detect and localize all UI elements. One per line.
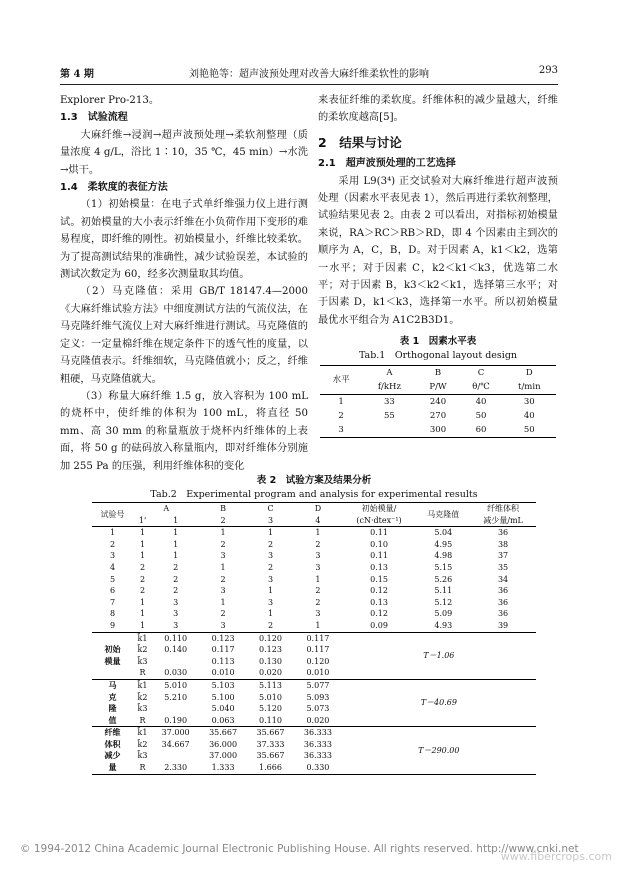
table-cell: 3 — [173, 597, 179, 607]
table-cell: 3 — [315, 551, 321, 561]
table-header: B — [220, 504, 227, 513]
table-header: 水平 — [332, 375, 350, 386]
paragraph: Explorer Pro-213。 — [60, 95, 160, 106]
table-cell: 1 — [139, 620, 146, 630]
table-cell: 3 — [267, 574, 274, 584]
table-cell: 3 — [173, 620, 179, 630]
table-cell: 1 — [173, 539, 179, 549]
table-cell: 35.667 — [209, 728, 238, 738]
table-cell: 60 — [475, 425, 487, 436]
total-value: T＝40.69 — [420, 698, 457, 708]
table-cell: 35 — [497, 562, 509, 572]
table1-body — [320, 395, 556, 438]
table2-caption-en: Tab.2 Experimental program and analysis for experimental results — [150, 489, 478, 500]
table-cell: k̄1 — [137, 633, 148, 643]
table-cell: 5.04 — [434, 528, 453, 538]
group-label: 纤维 体积 减少 量 — [104, 728, 121, 773]
table-cell: k̄2 — [137, 692, 148, 702]
table-cell: 5.040 — [211, 704, 235, 714]
table-cell: 2 — [338, 411, 344, 422]
table-cell: 1.333 — [211, 763, 235, 773]
table-cell: 36 — [497, 528, 509, 538]
table-cell: 2 — [139, 562, 146, 572]
table-cell: 3 — [220, 620, 226, 630]
table-cell: 0.190 — [164, 715, 188, 725]
table-cell: 0.123 — [259, 645, 282, 655]
table-header: A — [163, 504, 170, 513]
factor-level-table — [320, 365, 556, 438]
table-row — [92, 562, 536, 574]
table-row — [92, 620, 536, 632]
table-cell: 2 — [267, 539, 274, 549]
table-cell: 36.333 — [303, 739, 332, 749]
table2-body — [92, 527, 536, 774]
watermark: www.fibercrops.com — [500, 850, 612, 863]
table-cell: k̄2 — [137, 739, 148, 749]
table-cell: 2 — [139, 574, 146, 584]
total-value: T＝1.06 — [423, 650, 455, 660]
table-cell: 1.666 — [259, 763, 282, 773]
table-cell: 1 — [220, 562, 226, 572]
table-cell: 9 — [110, 620, 116, 630]
table-header: A — [386, 368, 393, 379]
table-header: 4 — [315, 515, 321, 525]
table2-block — [92, 474, 536, 775]
table-row — [92, 679, 536, 691]
table-cell: 1 — [315, 528, 321, 538]
header-rule — [60, 84, 558, 85]
table-cell: 1 — [267, 586, 274, 596]
table-row — [92, 527, 536, 539]
table-row — [92, 632, 536, 644]
table-cell: 240 — [429, 397, 447, 408]
table-header: 初始模量/ — [361, 504, 397, 513]
table-cell: 2 — [315, 597, 321, 607]
table-header: 1 — [173, 515, 179, 525]
table-header: (cN·dtex⁻¹) — [356, 515, 402, 525]
table-cell: 35.667 — [256, 728, 285, 738]
table-cell — [152, 703, 199, 715]
table-cell: 5.11 — [434, 586, 453, 596]
table-cell: 37.000 — [209, 751, 238, 761]
table-cell: 34 — [497, 574, 509, 584]
paragraph: （2）马克隆值：采用 GB/T 18147.4—2000《大麻纤维试验方法》中细度测试方法的气流仪法，在马克隆纤维气流仪上对大麻纤维进行测试。马克隆值的定义：一定量棉纤维在规定条件下的透气性的度量，以马克隆值表示。纤维细软，马克隆值就小；反之，纤维粗硬，马克隆值就大。 — [60, 286, 308, 385]
table-cell: 3 — [315, 609, 321, 619]
table-header: P/W — [429, 382, 447, 393]
table-cell: 5.073 — [306, 704, 330, 714]
table-cell: 0.117 — [306, 633, 330, 643]
table-row — [92, 574, 536, 586]
copyright-footer: © 1994-2012 China Academic Journal Electronic Publishing House. All rights reserved. http://www.cnki.net — [20, 843, 579, 855]
table-cell: 0.140 — [164, 645, 188, 655]
table-cell: 0.020 — [259, 668, 282, 678]
table-header: 2 — [220, 515, 226, 525]
table-cell: 1 — [220, 597, 226, 607]
table-cell: 36.000 — [209, 739, 238, 749]
table-cell: 0.11 — [370, 528, 388, 538]
page-number: 293 — [538, 65, 558, 76]
table-cell: 2 — [220, 609, 226, 619]
section-heading-2-1: 2.1 超声波预处理的工艺选择 — [318, 158, 456, 170]
table-cell: 5.12 — [434, 597, 453, 607]
table-cell: 4.95 — [434, 539, 453, 549]
group-label: 马 克 隆 值 — [108, 680, 117, 725]
table-cell: 40 — [523, 411, 535, 422]
table-cell — [362, 423, 416, 438]
running-header — [60, 63, 558, 81]
table-cell: 0.113 — [211, 656, 235, 666]
table-cell: 1 — [139, 597, 146, 607]
table-row — [320, 409, 556, 423]
table-header: D — [314, 504, 322, 513]
table-cell: 1 — [139, 551, 146, 561]
table-cell: k̄3 — [137, 656, 148, 666]
table-cell: 7 — [110, 597, 116, 607]
table-cell: 34.667 — [161, 739, 190, 749]
table-cell — [152, 656, 199, 668]
table-row — [320, 395, 556, 410]
table-cell: k̄1 — [137, 680, 148, 690]
table-cell: 2 — [220, 539, 226, 549]
table-cell: 0.11 — [370, 551, 388, 561]
table-cell: 2 — [220, 574, 226, 584]
table-cell: 3 — [267, 551, 274, 561]
table-row — [320, 423, 556, 438]
total-value: T＝290.00 — [418, 745, 460, 755]
table-cell: 3 — [315, 562, 321, 572]
paragraph: （1）初始模量：在电子式单纤维强力仪上进行测试。初始模量的大小表示纤维在小负荷作用下变形的难易程度，即纤维的刚性。初始模量小，纤维比较柔软。为了提高测试结果的准确性，减少试验误差，本试验的测试次数定为 60，经多次测量取其均值。 — [60, 199, 308, 281]
section-heading-2: 2 结果与讨论 — [318, 134, 402, 150]
section-heading-1-4: 1.4 柔软度的表征方法 — [60, 182, 168, 194]
table-row — [92, 550, 536, 562]
table-header: B — [434, 368, 442, 379]
table-cell: 1 — [173, 551, 179, 561]
paragraph: 大麻纤维→浸润→超声波预处理→柔软剂整理（质量浓度 4 g/L，浴比 1∶10，35 ℃，45 min）→水洗→烘干。 — [60, 129, 308, 176]
table-cell: 3 — [220, 586, 226, 596]
table-cell: 0.13 — [370, 562, 388, 572]
table-cell: 5.120 — [259, 704, 282, 714]
table-cell: 0.010 — [306, 668, 330, 678]
table-cell: 300 — [429, 425, 447, 436]
paragraph: （3）称量大麻纤维 1.5 g，放入容积为 100 mL 的烧杯中，使纤维的体积为 100 mL，将直径 50 mm、高 30 mm 的称量瓶放于烧杯内纤维体的上表面，将 50 g 的砝码放入称量瓶内，即对纤维体分别施加 255 Pa 的压强，利用纤维体积的变化 — [60, 390, 308, 472]
paragraph: 来表征纤维的柔软度。纤维体积的减少量越大，纤维的柔软度越高[5]。 — [318, 95, 558, 124]
table-cell: 5.210 — [164, 692, 188, 702]
table-header: t/min — [518, 382, 541, 393]
issue-number: 第 4 期 — [60, 69, 94, 80]
table-cell: k̄3 — [137, 751, 148, 761]
table-cell: 36.333 — [303, 728, 332, 738]
table-cell: 1 — [220, 528, 226, 538]
table-cell: 0.020 — [306, 715, 330, 725]
table-cell: R — [139, 763, 146, 773]
table-cell: 1 — [139, 539, 146, 549]
table-cell: 0.117 — [211, 645, 235, 655]
table-cell: 1 — [139, 528, 146, 538]
table-cell: 1 — [315, 574, 321, 584]
table-header: C — [477, 368, 485, 379]
table-header: f/kHz — [377, 382, 401, 393]
table-cell: 2 — [173, 574, 179, 584]
table-cell: 0.15 — [370, 574, 388, 584]
table-cell: 4.98 — [434, 551, 453, 561]
table-cell: 0.09 — [370, 620, 388, 630]
table-cell: 37 — [497, 551, 509, 561]
table-cell: 5.09 — [434, 609, 453, 619]
table-cell: 5.010 — [164, 680, 188, 690]
table-cell: 5.15 — [434, 562, 453, 572]
table-cell: 33 — [383, 397, 395, 408]
left-column — [60, 92, 308, 475]
table-cell: 2 — [110, 539, 116, 549]
table-cell: 1 — [267, 528, 274, 538]
table-cell: 0.117 — [306, 645, 330, 655]
table-cell: k̄2 — [137, 645, 148, 655]
table-cell: 36.333 — [303, 751, 332, 761]
table-cell: 1 — [110, 528, 116, 538]
table-cell: 1 — [267, 609, 274, 619]
table-header: 减少量/mL — [483, 515, 523, 525]
table-cell: 36 — [497, 597, 509, 607]
table-cell: 2 — [267, 562, 274, 572]
table-header: 3 — [267, 515, 274, 525]
table1-caption-en: Tab.1 Orthogonal layout design — [358, 350, 518, 362]
table-cell: R — [139, 715, 146, 725]
table-cell — [152, 750, 199, 762]
table-cell: 0.13 — [370, 597, 388, 607]
table-cell: 0.030 — [164, 668, 188, 678]
table-cell: 50 — [475, 411, 487, 422]
table-cell: 5.26 — [434, 574, 453, 584]
table-cell: k̄1 — [137, 728, 148, 738]
table-cell: 37.000 — [161, 728, 190, 738]
table-header: 1' — [138, 515, 147, 525]
right-column — [318, 92, 558, 438]
table-row — [92, 727, 536, 739]
table-cell: 36 — [497, 609, 509, 619]
table-cell: 50 — [523, 425, 535, 436]
table-cell: 0.130 — [259, 656, 282, 666]
table-header: 纤维体积 — [487, 504, 520, 513]
experiment-result-table — [92, 502, 536, 775]
table-header: C — [267, 504, 274, 513]
table-cell: 0.12 — [370, 586, 388, 596]
table-cell: 3 — [338, 425, 344, 436]
section-heading-1-3: 1.3 试验流程 — [60, 112, 128, 124]
table-cell: 270 — [429, 411, 447, 422]
table-cell: 0.10 — [370, 539, 388, 549]
table-header: 试验号 — [100, 509, 125, 519]
table-cell: 4.93 — [434, 620, 453, 630]
running-title: 刘艳艳等：超声波预处理对改善大麻纤维柔软性的影响 — [189, 69, 429, 80]
table-cell: 5.077 — [306, 680, 330, 690]
table-cell: 2 — [139, 586, 146, 596]
table-row — [92, 539, 536, 551]
table-cell: 3 — [173, 609, 179, 619]
table-cell: 5 — [110, 574, 116, 584]
table-row — [92, 608, 536, 620]
table-cell: 2 — [267, 620, 274, 630]
table-cell: 39 — [497, 620, 509, 630]
table-cell: 40 — [475, 397, 487, 408]
table-cell: 2.330 — [164, 763, 188, 773]
table-cell: 8 — [110, 609, 116, 619]
table-cell: 1 — [139, 609, 146, 619]
table-cell: 3 — [110, 551, 116, 561]
table-cell: 3 — [220, 551, 226, 561]
table-cell: k̄3 — [137, 704, 148, 714]
table-cell: 37.333 — [256, 739, 285, 749]
table-row — [92, 597, 536, 609]
table-header: 马克隆值 — [427, 509, 460, 519]
table1-caption-cn: 表 1 因素水平表 — [399, 336, 477, 348]
table-cell: 2 — [173, 562, 179, 572]
table-cell: 0.120 — [306, 656, 330, 666]
table-cell: 5.100 — [211, 692, 235, 702]
table-cell: 0.120 — [259, 633, 282, 643]
table-cell: 0.010 — [211, 668, 235, 678]
table-cell: 1 — [338, 397, 344, 408]
table-cell: 6 — [110, 586, 116, 596]
group-label: 初始 模量 — [104, 645, 121, 666]
table-cell: 5.103 — [211, 680, 235, 690]
table-header: D — [525, 368, 533, 379]
table-cell: 38 — [497, 539, 509, 549]
table-cell: 2 — [173, 586, 179, 596]
table2-caption-cn: 表 2 试验方案及结果分析 — [256, 475, 372, 486]
table-cell: 0.330 — [306, 763, 330, 773]
table-cell: 30 — [523, 397, 535, 408]
table-cell: 35.667 — [256, 751, 285, 761]
table-cell: 2 — [315, 586, 321, 596]
table-cell: 5.113 — [259, 680, 282, 690]
table-cell: 4 — [110, 562, 116, 572]
table-cell: 5.010 — [259, 692, 282, 702]
table-cell: 36 — [497, 586, 509, 596]
table-cell: 1 — [315, 620, 321, 630]
table-cell: 5.093 — [306, 692, 330, 702]
table-cell: R — [139, 668, 146, 678]
table-header: θ/℃ — [472, 382, 490, 393]
table-cell: 1 — [173, 528, 179, 538]
table-row — [92, 585, 536, 597]
table-cell: 0.063 — [211, 715, 235, 725]
table-cell: 3 — [267, 597, 274, 607]
table-cell: 0.110 — [259, 715, 282, 725]
table-cell: 55 — [383, 411, 395, 422]
table-cell: 0.12 — [370, 609, 388, 619]
table-cell: 0.123 — [211, 633, 235, 643]
paragraph: 采用 L9(3⁴) 正交试验对大麻纤维进行超声波预处理（因素水平表见表 1），然后再进行柔软剂整理，试验结果见表 2。由表 2 可以看出，对指标初始模量来说，RA＞RC＞RB＞RD，即 4 个因素由主到次的顺序为 A，C，B，D。对于因素 A，k1＜k2，选第一水平；对于因素 C，k2＜k1＜k3，优选第二水平；对于因素 B，k3＜k2＜k1，选择第三水平；对于因素 D，k1＜k3，选择第一水平。所以初始模量最优水平组合为 A1C2B3D1。 — [318, 175, 558, 326]
table-cell: 2 — [315, 539, 321, 549]
table-cell: 0.110 — [164, 633, 188, 643]
